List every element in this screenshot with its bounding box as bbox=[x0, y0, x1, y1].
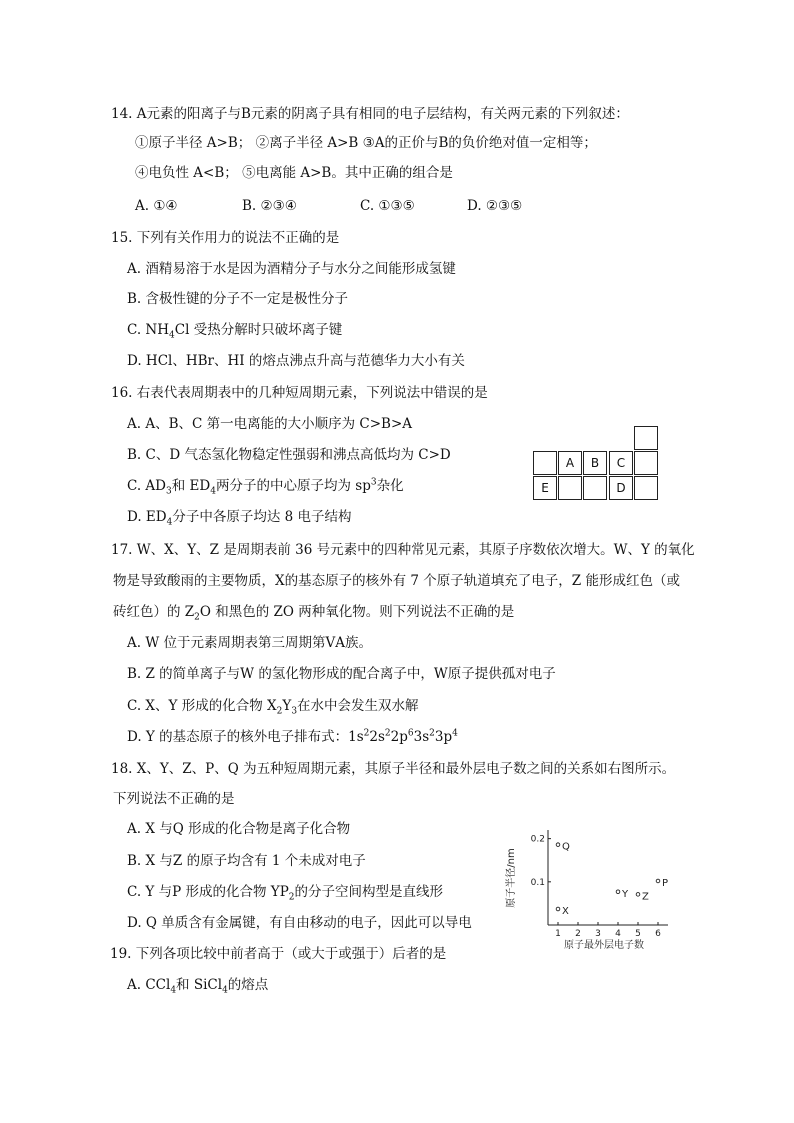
y-axis-label: 原子半径/nm bbox=[506, 848, 517, 908]
table-cell bbox=[634, 451, 658, 475]
q18-stem-line2: 下列说法不正确的是 bbox=[113, 791, 235, 807]
radius-vs-electrons-chart bbox=[500, 826, 680, 954]
q15-option-c: C. $NH_4Cl$ 受热分解时只破坏离子键 bbox=[127, 322, 343, 341]
q14-option-d: D. ②③⑤ bbox=[467, 198, 523, 214]
x-tick-label: 3 bbox=[595, 929, 601, 939]
q18-option-d: D. Q 单质含有金属键，有自由移动的电子，因此可以导电 bbox=[127, 915, 472, 931]
data-point-label-y: Y bbox=[622, 888, 629, 900]
table-cell-c: C bbox=[609, 451, 633, 475]
x-tick-label: 1 bbox=[555, 929, 561, 939]
q17-option-d: D. Y 的基态原子的核外电子排布式：$1s^22s^22p^63s^23p^4$ bbox=[127, 728, 458, 745]
q17-stem-line1: 17. W、X、Y、Z 是周期表前 36 号元素中的四种常见元素，其原子序数依次增大。W、Y 的氧化 bbox=[111, 542, 695, 558]
q17-option-c: C. X、Y 形成的化合物 $X_2Y_3$在水中会发生双水解 bbox=[127, 698, 419, 717]
x-axis-label: 原子最外层电子数 bbox=[564, 940, 644, 951]
q17-option-a: A. W 位于元素周期表第三周期第ⅤA族。 bbox=[127, 635, 372, 651]
q14-line2: ①原子半径 A>B； ②离子半径 A>B ③A的正价与B的负价绝对值一定相等； bbox=[135, 135, 597, 151]
x-tick-label: 6 bbox=[655, 929, 661, 939]
data-point-p bbox=[656, 879, 660, 883]
table-cell bbox=[583, 476, 607, 500]
q18-option-b: B. X 与Z 的原子均含有 1 个未成对电子 bbox=[127, 853, 366, 869]
q14-stem: 14. A元素的阳离子与B元素的阴离子具有相同的电子层结构，有关两元素的下列叙述： bbox=[111, 106, 629, 122]
q14-option-b: B. ②③④ bbox=[242, 198, 297, 214]
q17-stem-line3: 砖红色）的 $Z_2O$ 和黑色的 ZO 两种氧化物。则下列说法不正确的是 bbox=[113, 604, 515, 623]
q14-line3: ④电负性 A<B； ⑤电离能 A>B。其中正确的组合是 bbox=[135, 165, 453, 181]
y-tick-label: 0.2 bbox=[530, 834, 545, 845]
table-cell-a: A bbox=[558, 451, 582, 475]
table-cell-d: D bbox=[609, 476, 633, 500]
q15-option-d: D. HCl、HBr、HI 的熔点沸点升高与范德华力大小有关 bbox=[127, 353, 465, 369]
data-point-q bbox=[556, 843, 560, 847]
q14-option-a: A. ①④ bbox=[135, 198, 178, 214]
q16-option-a: A. A、B、C 第一电离能的大小顺序为 C>B>A bbox=[127, 416, 413, 432]
q16-option-c: C. $AD_3$和 $ED_4$两分子的中心原子均为 $sp^3$杂化 bbox=[127, 477, 404, 497]
q19-option-a: A. CCl$_4$和 SiCl$_4$的熔点 bbox=[127, 977, 269, 996]
table-cell bbox=[558, 476, 582, 500]
table-cell bbox=[634, 426, 658, 450]
q16-option-b: B. C、D 气态氢化物稳定性强弱和沸点高低均为 C>D bbox=[127, 447, 451, 463]
data-point-label-p: P bbox=[662, 877, 669, 889]
table-cell-e: E bbox=[533, 476, 557, 500]
table-cell-b: B bbox=[583, 451, 607, 475]
q14-option-c: C. ①③⑤ bbox=[360, 198, 415, 214]
q16-option-d: D. $ED_4$分子中各原子均达 8 电子结构 bbox=[127, 509, 352, 528]
q18-option-a: A. X 与Q 形成的化合物是离子化合物 bbox=[127, 821, 351, 837]
data-point-label-x: X bbox=[562, 906, 569, 918]
table-cell bbox=[634, 476, 658, 500]
q15-stem: 15. 下列有关作用力的说法不正确的是 bbox=[111, 230, 340, 246]
data-point-z bbox=[636, 893, 640, 897]
q19-stem: 19. 下列各项比较中前者高于（或大于或强于）后者的是 bbox=[110, 946, 447, 962]
x-tick-label: 4 bbox=[615, 929, 621, 939]
q17-stem-line2: 物是导致酸雨的主要物质，X的基态原子的核外有 7 个原子轨道填充了电子，Z 能形成红色（或 bbox=[113, 573, 680, 589]
data-point-x bbox=[556, 907, 560, 911]
q17-option-b: B. Z 的简单离子与W 的氢化物形成的配合离子中，W原子提供孤对电子 bbox=[127, 666, 556, 682]
periodic-table-fragment bbox=[533, 426, 659, 501]
data-point-y bbox=[616, 890, 620, 894]
y-tick-label: 0.1 bbox=[530, 877, 545, 888]
q18-stem-line1: 18. X、Y、Z、P、Q 为五种短周期元素，其原子半径和最外层电子数之间的关系如右图所示。 bbox=[111, 761, 676, 777]
q18-option-c: C. Y 与P 形成的化合物 $YP_2$的分子空间构型是直线形 bbox=[127, 884, 444, 903]
x-tick-label: 2 bbox=[575, 929, 581, 939]
q16-stem: 16. 右表代表周期表中的几种短周期元素，下列说法中错误的是 bbox=[111, 385, 488, 401]
q15-option-a: A. 酒精易溶于水是因为酒精分子与水分之间能形成氢键 bbox=[127, 261, 456, 277]
x-tick-label: 5 bbox=[635, 929, 641, 939]
q15-option-b: B. 含极性键的分子不一定是极性分子 bbox=[127, 291, 349, 307]
data-point-label-z: Z bbox=[642, 891, 649, 903]
table-cell bbox=[533, 451, 557, 475]
data-point-label-q: Q bbox=[562, 841, 570, 853]
